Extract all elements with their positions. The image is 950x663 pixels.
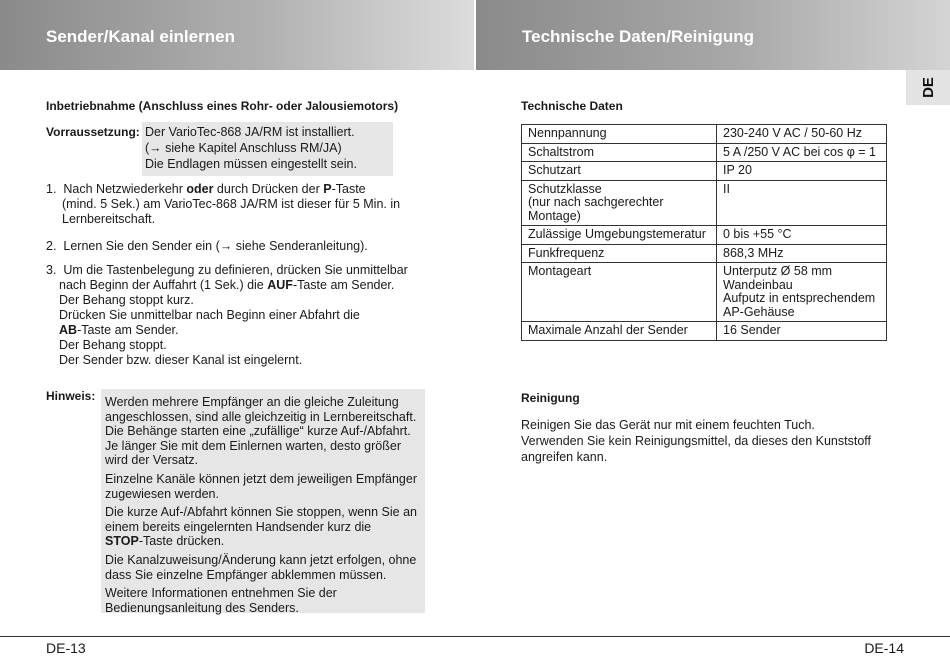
cleaning-line: Reinigen Sie das Gerät nur mit einem feuchten Tuch. xyxy=(521,418,815,432)
tech-data-value-line: 0 bis +55 °C xyxy=(723,227,792,241)
step-number: 1. xyxy=(46,182,57,196)
tech-data-value xyxy=(717,143,887,162)
cleaning-title: Reinigung xyxy=(521,391,580,405)
note-line: Bedienungsanleitung des Senders. xyxy=(105,600,299,615)
step-3 xyxy=(46,263,408,368)
note-box xyxy=(101,389,425,613)
tech-data-label-line: Schutzart xyxy=(528,163,581,177)
tech-data-value xyxy=(717,125,887,144)
note-line: wird der Versatz. xyxy=(105,453,199,468)
language-tab xyxy=(906,70,950,105)
prerequisite-line: Die Endlagen müssen eingestellt sein. xyxy=(145,157,357,171)
note-line: Die Kanalzuweisung/Änderung kann jetzt erfolgen, ohne xyxy=(105,552,417,567)
note-line: Werden mehrere Empfänger an die gleiche Zuleitung xyxy=(105,395,399,409)
tech-data-value-line: IP 20 xyxy=(723,163,752,177)
tech-data-value xyxy=(717,244,887,263)
step-number: 3. xyxy=(46,263,57,277)
language-tab-label: DE xyxy=(919,77,937,98)
prerequisite-line: Der VarioTec-868 JA/RM ist installiert. xyxy=(145,125,355,139)
note-text: -Taste drücken. xyxy=(138,534,225,549)
left-page-header xyxy=(0,0,474,70)
tech-data-label-line: Schaltstrom xyxy=(528,144,594,159)
step-text: Der Behang stoppt kurz. xyxy=(59,293,194,307)
note-label: Hinweis: xyxy=(46,389,96,403)
prerequisite-line: (→ siehe Kapitel Anschluss RM/JA) xyxy=(145,141,342,155)
tech-data-title: Technische Daten xyxy=(521,99,623,113)
left-page-number: DE-13 xyxy=(46,640,86,656)
tech-data-value xyxy=(717,180,887,226)
step-text: Drücken Sie unmittelbar nach Beginn einer Abfahrt die xyxy=(59,308,360,322)
step-text: durch Drücken der xyxy=(213,182,324,196)
tech-data-label-line: Funkfrequenz xyxy=(528,245,605,260)
step-text-bold: oder xyxy=(186,182,214,196)
tech-data-label xyxy=(522,263,717,322)
commissioning-subtitle: Inbetriebnahme (Anschluss eines Rohr- oder Jalousiemotors) xyxy=(46,99,399,113)
tech-data-row xyxy=(522,143,887,162)
note-line: Einzelne Kanäle können jetzt dem jeweiligen Empfänger xyxy=(105,471,417,486)
note-line: Die Behänge starten eine „zufällige“ kurze Auf-/Abfahrt. xyxy=(105,424,411,439)
tech-data-label-line: Montage) xyxy=(528,208,581,223)
tech-data-row xyxy=(522,244,887,263)
prerequisite-label: Vorraussetzung: xyxy=(46,125,140,139)
step-text: Lernen Sie den Sender ein (→ siehe Senderanleitung). xyxy=(63,239,368,253)
tech-data-row xyxy=(522,322,887,341)
step-text: -Taste am Sender. xyxy=(292,278,395,292)
tech-data-label-line: Montageart xyxy=(528,264,592,278)
tech-data-label-line: Schutzklasse xyxy=(528,181,602,196)
left-page-title: Sender/Kanal einlernen xyxy=(46,27,235,46)
step-2 xyxy=(46,239,368,254)
cleaning-line: angreifen kann. xyxy=(521,450,608,464)
tech-data-label xyxy=(522,143,717,162)
tech-data-value-line: 230-240 V AC / 50-60 Hz xyxy=(723,126,862,140)
note-line: Je länger Sie mit dem Einlernen warten, desto größer xyxy=(105,438,401,453)
tech-data-row xyxy=(522,180,887,226)
tech-data-value-line: Unterputz Ø 58 mm xyxy=(723,264,833,278)
note-line: angeschlossen, sind alle gleichzeitig in Lernbereitschaft. xyxy=(105,409,417,424)
tech-data-label xyxy=(522,322,717,341)
step-text: nach Beginn der Auffahrt (1 Sek.) die xyxy=(59,278,268,292)
step-text: -Taste am Sender. xyxy=(77,323,179,337)
tech-data-row xyxy=(522,162,887,181)
note-line: Weitere Informationen entnehmen Sie der xyxy=(105,586,337,601)
tech-data-value xyxy=(717,226,887,245)
note-line: zugewiesen werden. xyxy=(105,486,219,501)
step-text: Lernbereitschaft. xyxy=(62,212,156,226)
right-page-number: DE-14 xyxy=(864,640,904,656)
tech-data-table xyxy=(521,124,887,341)
note-text-bold: STOP xyxy=(105,534,139,549)
step-text: (mind. 5 Sek.) am VarioTec-868 JA/RM ist dieser für 5 Min. in xyxy=(62,197,401,211)
tech-data-label-line: Nennpannung xyxy=(528,126,607,140)
step-text-bold: AB xyxy=(59,323,78,337)
step-text: Der Sender bzw. dieser Kanal ist eingelernt. xyxy=(59,353,303,367)
step-text-bold: P xyxy=(323,182,332,196)
note-line: Die kurze Auf-/Abfahrt können Sie stoppen, wenn Sie an xyxy=(105,505,417,520)
tech-data-label xyxy=(522,180,717,226)
tech-data-label xyxy=(522,125,717,144)
tech-data-row xyxy=(522,263,887,322)
tech-data-label xyxy=(522,162,717,181)
step-text: Der Behang stoppt. xyxy=(59,338,167,352)
step-text: -Taste xyxy=(331,182,366,196)
note-line: einem bereits eingelernten Handsender kurz die xyxy=(105,519,372,534)
step-text: Nach Netzwiederkehr xyxy=(63,182,187,196)
tech-data-value-line: 16 Sender xyxy=(723,323,781,337)
footer-divider xyxy=(0,636,950,637)
cleaning-text xyxy=(521,417,871,465)
right-page-title: Technische Daten/Reinigung xyxy=(522,27,755,46)
tech-data-row xyxy=(522,226,887,245)
step-number: 2. xyxy=(46,239,57,253)
tech-data-value xyxy=(717,263,887,322)
prerequisite-box xyxy=(142,122,393,176)
tech-data-value xyxy=(717,162,887,181)
tech-data-label xyxy=(522,226,717,245)
tech-data-label-line: Maximale Anzahl der Sender xyxy=(528,323,688,337)
tech-data-value-line: II xyxy=(723,181,730,196)
tech-data-label-line: (nur nach sachgerechter xyxy=(528,195,664,209)
step-1 xyxy=(46,182,400,227)
tech-data-value-line: Wandeinbau xyxy=(723,277,793,292)
tech-data-label-line: Zulässige Umgebungstemeratur xyxy=(528,227,706,241)
tech-data-value-line: AP-Gehäuse xyxy=(723,304,795,319)
tech-data-label xyxy=(522,244,717,263)
cleaning-line: Verwenden Sie kein Reinigungsmittel, da dieses den Kunststoff xyxy=(521,434,871,448)
tech-data-value-line: 868,3 MHz xyxy=(723,245,784,260)
note-line: dass Sie einzelne Empfänger abklemmen müssen. xyxy=(105,567,387,582)
step-text-bold: AUF xyxy=(267,278,293,292)
tech-data-value xyxy=(717,322,887,341)
right-page-header xyxy=(476,0,950,70)
tech-data-row xyxy=(522,125,887,144)
tech-data-value-line: Aufputz in entsprechendem xyxy=(723,291,876,305)
step-text: Um die Tastenbelegung zu definieren, drücken Sie unmittelbar xyxy=(63,263,408,277)
tech-data-value-line: 5 A /250 V AC bei cos φ = 1 xyxy=(723,144,876,159)
